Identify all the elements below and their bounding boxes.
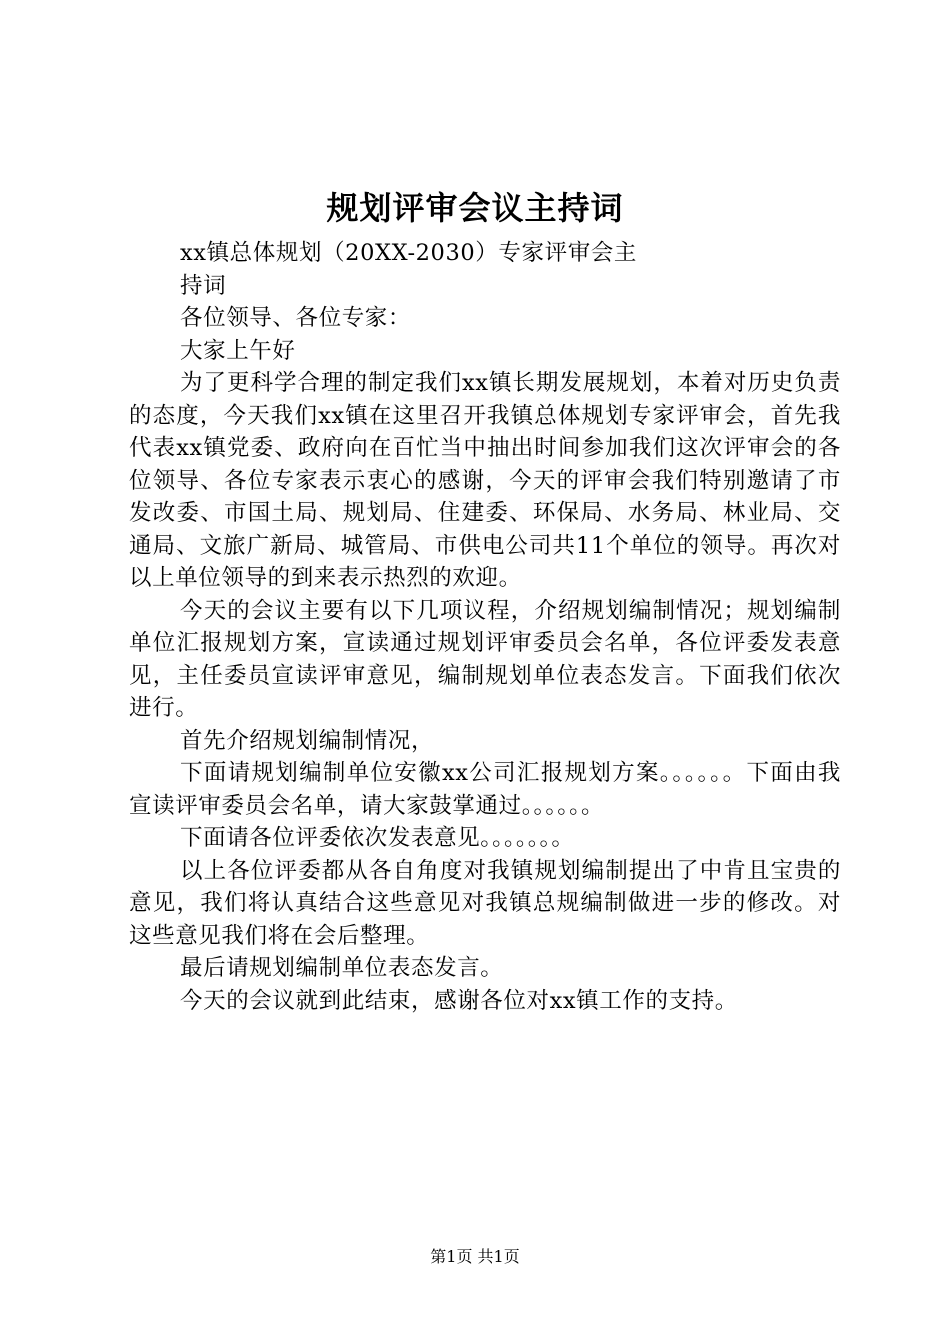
paragraph-opinions: 下面请各位评委依次发表意见。。。。。。。 <box>180 825 575 851</box>
paragraph-summary: 以上各位评委都从各自角度对我镇规划编制提出了中肯且宝贵的意见，我们将认真结合这些意见对我镇总规编制做进一步的修改。对这些意见我们将在会后整理。 <box>129 857 841 949</box>
paragraph-agenda: 今天的会议主要有以下几项议程，介绍规划编制情况；规划编制单位汇报规划方案，宣读通过规划评审委员会名单，各位评委发表意见，主任委员宣读评审意见，编制规划单位表态发言。下面我们依次进行。 <box>129 597 841 721</box>
salutation: 各位领导、各位专家： <box>180 305 412 331</box>
greeting: 大家上午好 <box>180 337 296 364</box>
paragraph-statement: 最后请规划编制单位表态发言。 <box>180 955 504 981</box>
subtitle-line-2: 持词 <box>180 272 227 299</box>
paragraph-intro: 首先介绍规划编制情况， <box>180 727 435 754</box>
document-title: 规划评审会议主持词 <box>326 189 624 227</box>
paragraph-welcome: 为了更科学合理的制定我们xx镇长期发展规划，本着对历史负责的态度，今天我们xx镇在这里召开我镇总体规划专家评审会，首先我代表xx镇党委、政府向在百忙当中抽出时间参加我们这次评审会的各位领导、各位专家表示衷心的感谢，今天的评审会我们特别邀请了市发改委、市国土局、规划局、住建委、环保局、水务局、林业局、交通局、文旅广新局、城管局、市供电公司共11个单位的领导。再次对以上单位领导的到来表示热烈的欢迎。 <box>129 370 841 591</box>
page-footer: 第1页 共1页 <box>430 1247 520 1266</box>
document-body <box>129 237 841 1017</box>
paragraph-report: 下面请规划编制单位安徽xx公司汇报规划方案。。。。。。下面由我宣读评审委员会名单，请大家鼓掌通过。。。。。。 <box>129 760 841 819</box>
subtitle-line-1: xx镇总体规划（20XX-2030）专家评审会主 <box>180 240 638 266</box>
paragraph-closing: 今天的会议就到此结束，感谢各位对xx镇工作的支持。 <box>180 987 738 1014</box>
